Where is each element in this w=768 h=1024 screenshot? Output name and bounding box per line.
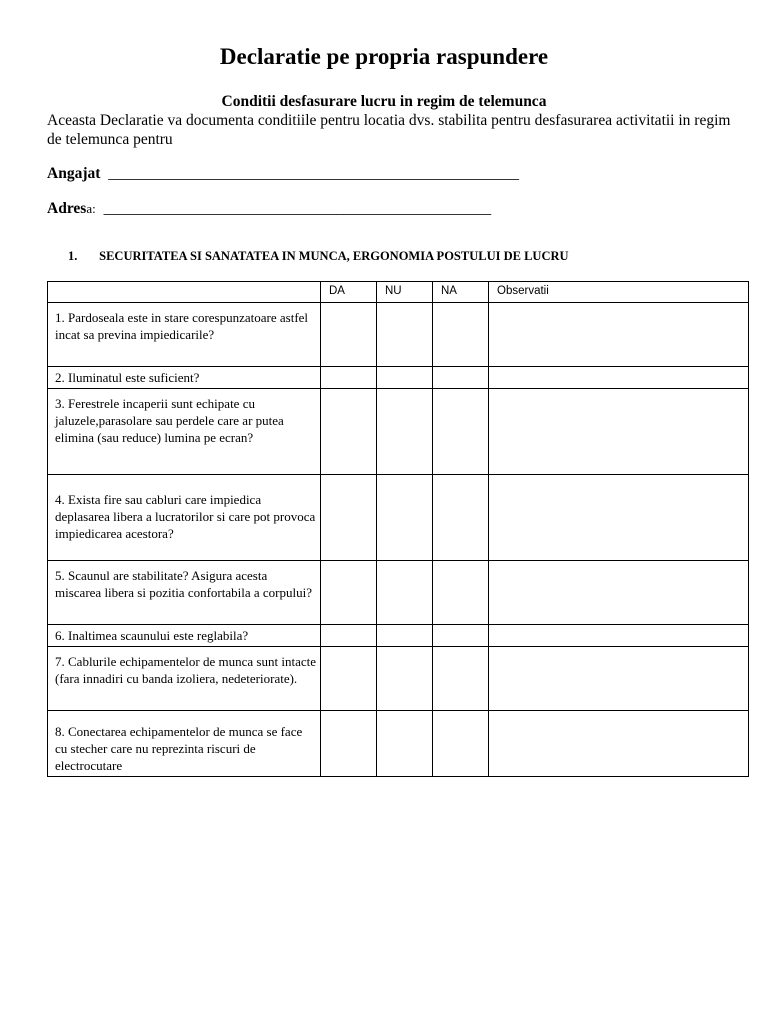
question-text: 5. Scaunul are stabilitate? Asigura acesta miscarea libera si pozitia confortabila a corpului? — [55, 568, 312, 600]
question-cell — [48, 389, 321, 475]
header-na: NA — [433, 282, 489, 303]
nu-cell[interactable] — [377, 475, 433, 561]
observatii-cell[interactable] — [489, 561, 749, 625]
observatii-cell[interactable] — [489, 625, 749, 647]
table-row — [48, 625, 749, 647]
document-title: Declaratie pe propria raspundere — [219, 44, 549, 69]
observatii-cell[interactable] — [489, 389, 749, 475]
na-cell[interactable] — [433, 625, 489, 647]
na-cell[interactable] — [433, 389, 489, 475]
table-row — [48, 475, 749, 561]
da-cell[interactable] — [321, 625, 377, 647]
section-heading — [68, 249, 569, 264]
nu-cell[interactable] — [377, 625, 433, 647]
section-number: 1. — [68, 249, 78, 263]
na-cell[interactable] — [433, 367, 489, 389]
nu-cell[interactable] — [377, 389, 433, 475]
da-cell[interactable] — [321, 389, 377, 475]
adresa-label: Adres — [47, 200, 87, 217]
nu-cell[interactable] — [377, 367, 433, 389]
na-cell[interactable] — [433, 303, 489, 367]
question-cell — [48, 303, 321, 367]
observatii-cell[interactable] — [489, 711, 749, 777]
nu-cell[interactable] — [377, 561, 433, 625]
na-cell[interactable] — [433, 711, 489, 777]
adresa-field[interactable] — [47, 200, 491, 218]
na-cell[interactable] — [433, 647, 489, 711]
nu-cell[interactable] — [377, 711, 433, 777]
question-text: 1. Pardoseala este in stare corespunzatoare astfel incat sa previna impiedicarile? — [55, 310, 309, 342]
question-text: 8. Conectarea echipamentelor de munca se face cu stecher care nu reprezinta riscuri de electrocutare — [55, 724, 303, 773]
question-text: 7. Cablurile echipamentelor de munca sunt intacte (fara innadiri cu banda izoliera, nedeteriorate). — [55, 654, 316, 686]
da-cell[interactable] — [321, 475, 377, 561]
da-cell[interactable] — [321, 561, 377, 625]
document-subtitle: Conditii desfasurare lucru in regim de telemunca — [221, 93, 547, 110]
observatii-cell[interactable] — [489, 647, 749, 711]
angajat-label: Angajat — [47, 165, 101, 182]
observatii-cell[interactable] — [489, 475, 749, 561]
question-cell — [48, 625, 321, 647]
question-text: 2. Iluminatul este suficient? — [55, 370, 200, 385]
question-cell — [48, 367, 321, 389]
na-cell[interactable] — [433, 475, 489, 561]
table-header-row — [48, 282, 749, 303]
angajat-line: _____________________________________________________ — [108, 165, 520, 182]
nu-cell[interactable] — [377, 303, 433, 367]
nu-cell[interactable] — [377, 647, 433, 711]
question-cell — [48, 711, 321, 777]
table-row — [48, 561, 749, 625]
table-row — [48, 389, 749, 475]
checklist-table — [47, 281, 749, 777]
table-row — [48, 367, 749, 389]
intro-paragraph: Aceasta Declaratie va documenta conditiile pentru locatia dvs. stabilita pentru desfasurarea activitatii in regim de telemunca pentru — [47, 112, 731, 148]
question-cell — [48, 561, 321, 625]
question-cell — [48, 647, 321, 711]
observatii-cell[interactable] — [489, 303, 749, 367]
question-text: 6. Inaltimea scaunului este reglabila? — [55, 628, 249, 643]
da-cell[interactable] — [321, 367, 377, 389]
da-cell[interactable] — [321, 711, 377, 777]
na-cell[interactable] — [433, 561, 489, 625]
adresa-label-tail: a: — [86, 201, 96, 216]
header-observatii: Observatii — [489, 282, 749, 303]
header-nu: NU — [377, 282, 433, 303]
table-row — [48, 303, 749, 367]
table-row — [48, 711, 749, 777]
adresa-line: __________________________________________________ — [103, 200, 492, 217]
angajat-field[interactable] — [47, 165, 519, 183]
da-cell[interactable] — [321, 303, 377, 367]
table-row — [48, 647, 749, 711]
question-text: 3. Ferestrele incaperii sunt echipate cu jaluzele,parasolare sau perdele care ar putea elimina (sau reduce) lumina pe ecran? — [55, 396, 284, 445]
question-text: 4. Exista fire sau cabluri care impiedica deplasarea libera a lucratorilor si care pot provoca impiedicarea acestora? — [55, 492, 316, 541]
header-da: DA — [321, 282, 377, 303]
header-question — [48, 282, 321, 303]
section-title: SECURITATEA SI SANATATEA IN MUNCA, ERGONOMIA POSTULUI DE LUCRU — [99, 249, 569, 263]
da-cell[interactable] — [321, 647, 377, 711]
observatii-cell[interactable] — [489, 367, 749, 389]
question-cell — [48, 475, 321, 561]
